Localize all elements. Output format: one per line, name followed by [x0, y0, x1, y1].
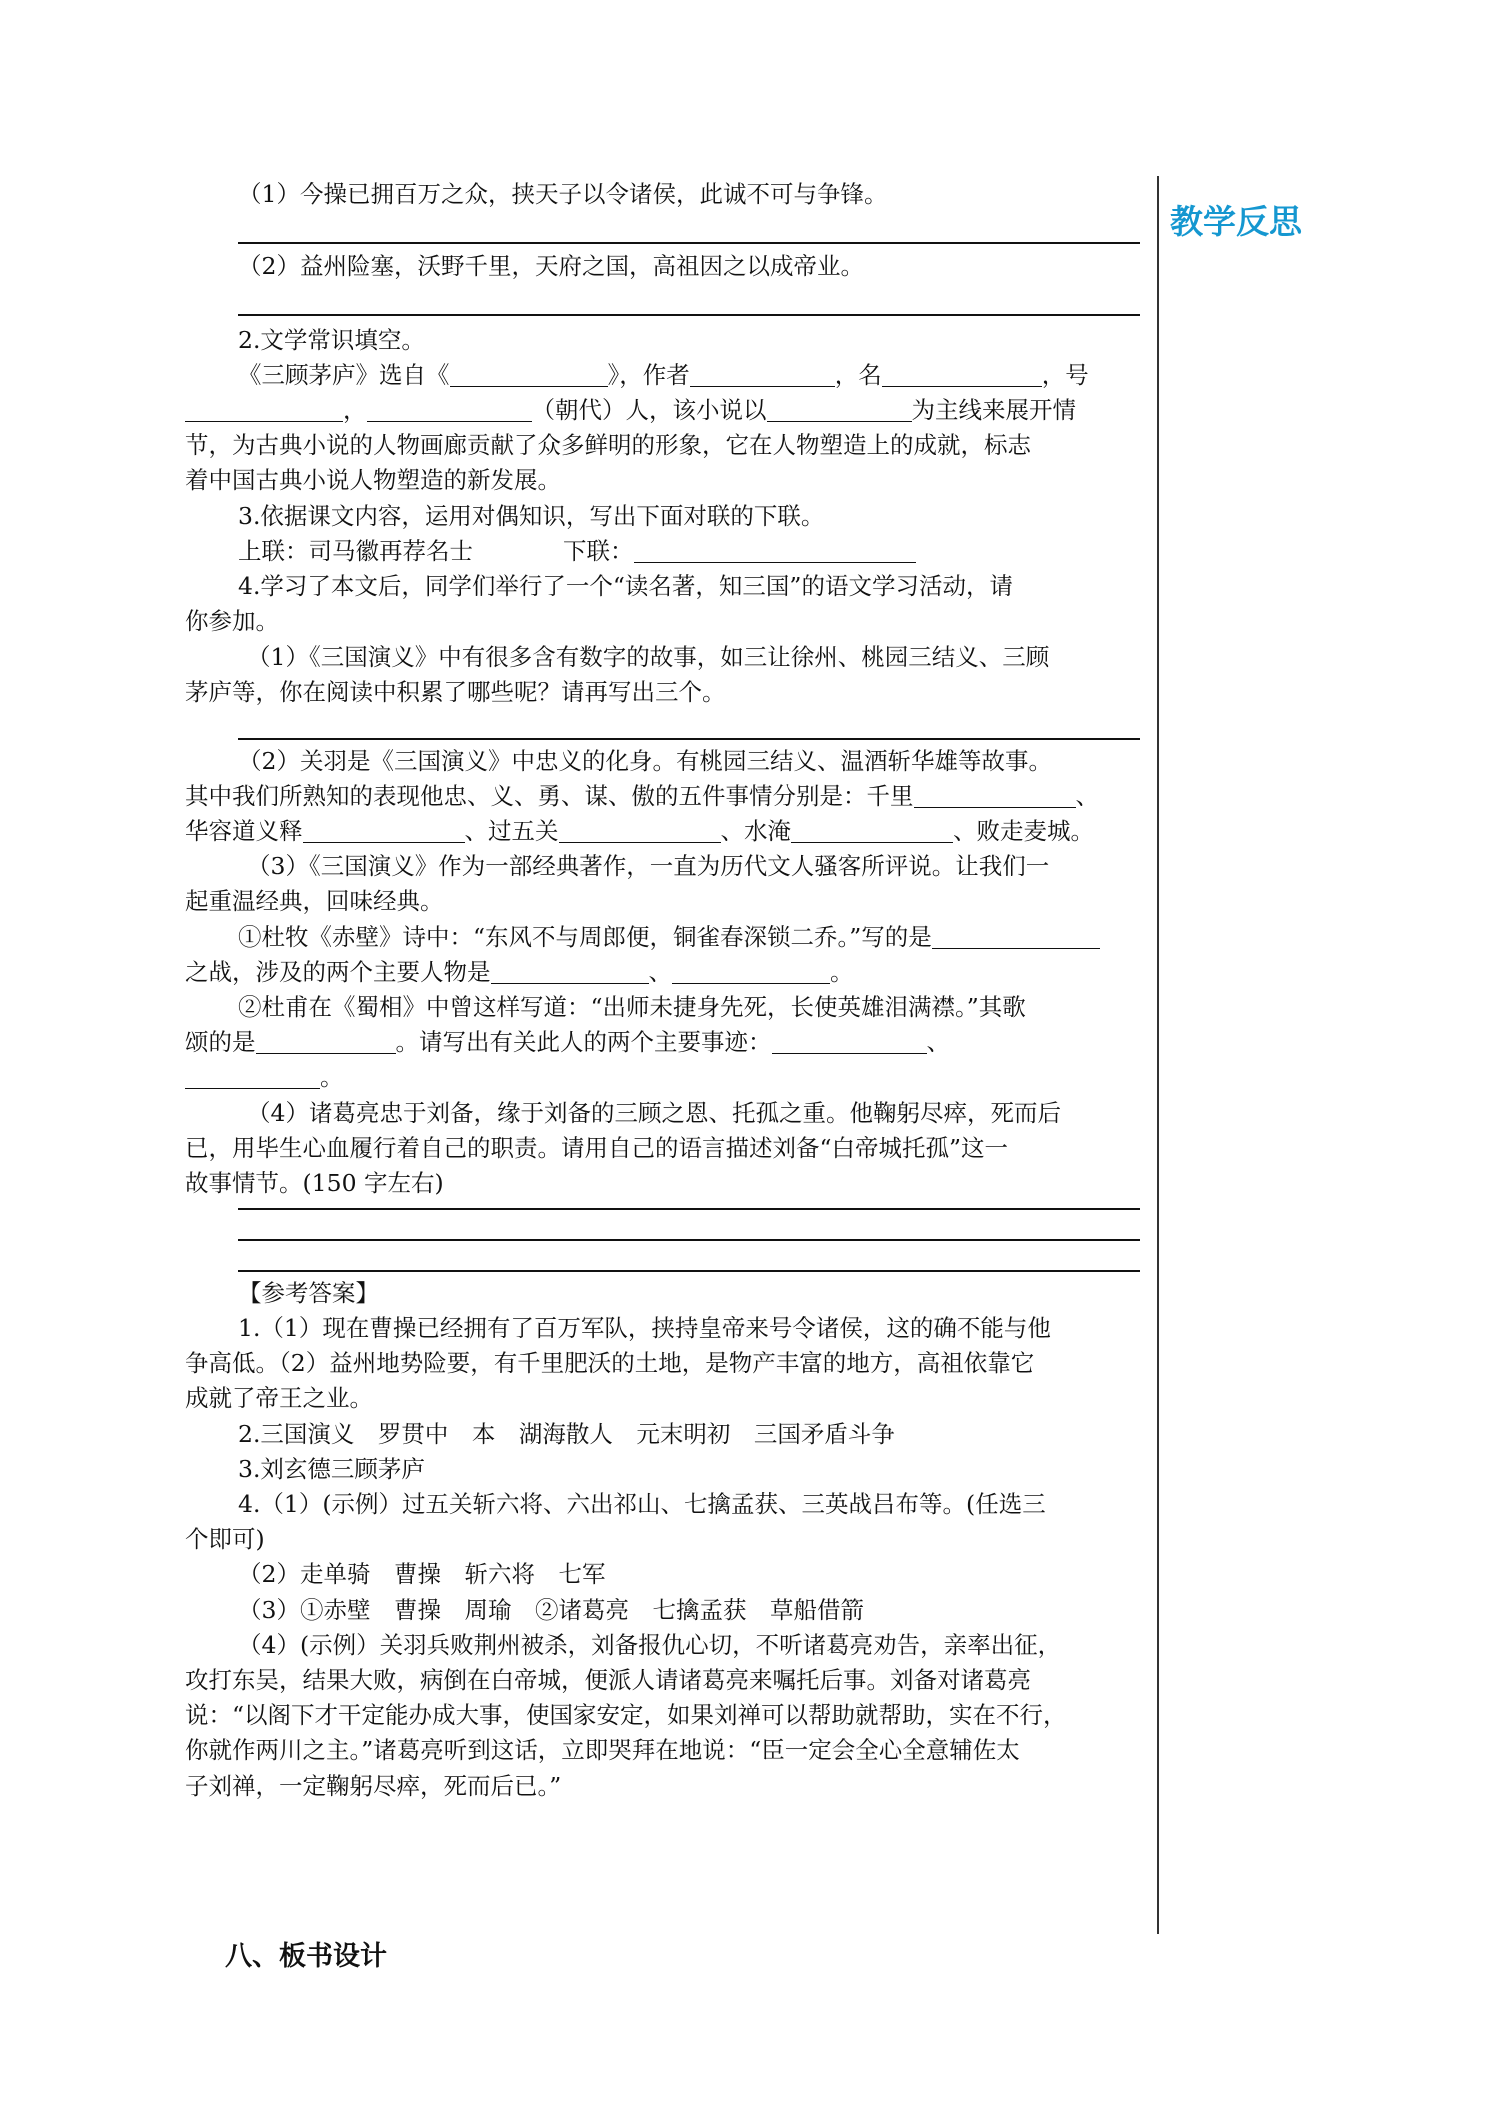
answer-4-g: 说：“以阁下才干定能办成大事，使国家安定，如果刘禅可以帮助就帮助，实在不行， [185, 1701, 1067, 1729]
q4-p3-e: ②杜甫在《蜀相》中曾这样写道：“出师未捷身先死，长使英雄泪满襟。”其歌 [238, 993, 1026, 1021]
answer-line[interactable] [238, 1270, 1140, 1272]
q1-sentence-2: （2）益州险塞，沃野千里，天府之国，高祖因之以成帝业。 [238, 252, 864, 280]
blank-author[interactable] [690, 360, 835, 387]
q4-p3-d: 之战，涉及的两个主要人物是 、 。 [185, 958, 854, 986]
answer-4-a: 4.（1）(示例）过五关斩六将、六出祁山、七擒孟获、三英战吕布等。(任选三 [238, 1490, 1046, 1518]
answer-1-a: 1.（1）现在曹操已经拥有了百万军队，挟持皇帝来号令诸侯，这的确不能与他 [238, 1314, 1051, 1342]
answer-line[interactable] [238, 738, 1140, 740]
answer-4-e: （4）(示例）关羽兵败荆州被杀，刘备报仇心切，不听诸葛亮劝告，亲率出征， [238, 1631, 1062, 1659]
q4-p3-a: （3）《三国演义》作为一部经典著作，一直为历代文人骚客所评说。让我们一 [247, 852, 1050, 880]
blank-lower-couplet[interactable] [634, 536, 916, 563]
q3-heading: 3.依据课文内容，运用对偶知识，写出下面对联的下联。 [238, 502, 825, 530]
q4-heading-2: 你参加。 [185, 607, 279, 635]
blank-guan-1[interactable] [914, 781, 1076, 808]
answer-4-d: （3）①赤壁 曹操 周瑜 ②诸葛亮 七擒孟获 草船借箭 [238, 1596, 864, 1624]
blank-battle[interactable] [932, 922, 1100, 949]
q4-p3-b: 起重温经典，回味经典。 [185, 887, 444, 915]
answers-heading: 【参考答案】 [238, 1279, 379, 1307]
answer-4-b: 个即可) [185, 1525, 265, 1553]
blank-person-1[interactable] [491, 957, 649, 984]
q2-line-3: 节，为古典小说的人物画廊贡献了众多鲜明的形象，它在人物塑造上的成就，标志 [185, 431, 1031, 459]
q3-couplet: 上联：司马徽再荐名士 下联： [185, 533, 1193, 569]
column-divider [1157, 176, 1159, 1934]
blank-main-thread[interactable] [767, 395, 912, 422]
blank-praised[interactable] [256, 1027, 396, 1054]
q4-p3-c: ①杜牧《赤壁》诗中：“东风不与周郎便，铜雀春深锁二乔。”写的是 [185, 919, 1193, 955]
answer-1-b: 争高低。（2）益州地势险要，有千里肥沃的土地，是物产丰富的地方，高祖依靠它 [185, 1349, 1035, 1377]
answer-line[interactable] [238, 242, 1140, 244]
q1-sentence-1: （1）今操已拥百万之众，挟天子以令诸侯，此诚不可与争锋。 [238, 180, 888, 208]
answer-1-c: 成就了帝王之业。 [185, 1384, 373, 1412]
blank-book[interactable] [450, 360, 608, 387]
q4-p1-a: （1）《三国演义》中有很多含有数字的故事，如三让徐州、桃园三结义、三顾 [247, 643, 1050, 671]
q2-heading: 2.文学常识填空。 [238, 326, 425, 354]
answer-line[interactable] [238, 314, 1140, 316]
blank-deed-2[interactable] [185, 1062, 320, 1089]
q2-line-4: 着中国古典小说人物塑造的新发展。 [185, 466, 561, 494]
answer-2: 2.三国演义 罗贯中 本 湖海散人 元末明初 三国矛盾斗争 [238, 1420, 895, 1448]
blank-deed-1[interactable] [772, 1027, 927, 1054]
blank-person-2[interactable] [672, 957, 830, 984]
blank-name[interactable] [882, 360, 1042, 387]
blank-alias[interactable] [185, 395, 343, 422]
blank-guan-3[interactable] [559, 816, 721, 843]
answer-4-i: 子刘禅，一定鞠躬尽瘁，死而后已。” [185, 1772, 562, 1800]
q4-p3-f: 颂的是 。请写出有关此人的两个主要事迹： 、 [185, 1028, 950, 1056]
q2-line-2: ， （朝代）人，该小说以 为主线来展开情 [185, 392, 1140, 428]
answer-4-h: 你就作两川之主。”诸葛亮听到这话，立即哭拜在地说：“臣一定会全心全意辅佐太 [185, 1736, 1020, 1764]
answer-4-c: （2）走单骑 曹操 斩六将 七军 [238, 1560, 606, 1588]
q4-p4-b: 已，用毕生心血履行着自己的职责。请用自己的语言描述刘备“白帝城托孤”这一 [185, 1134, 1009, 1162]
q4-p4-a: （4）诸葛亮忠于刘备，缘于刘备的三顾之恩、托孤之重。他鞠躬尽瘁，死而后 [247, 1099, 1061, 1127]
q2-line-1: 《三顾茅庐》选自《 》，作者 ，名 ，号 [238, 361, 1089, 389]
q4-p1-b: 茅庐等，你在阅读中积累了哪些呢？请再写出三个。 [185, 678, 726, 706]
answer-4-f: 攻打东吴，结果大败，病倒在白帝城，便派人请诸葛亮来嘱托后事。刘备对诸葛亮 [185, 1666, 1031, 1694]
q4-p2-a: （2）关羽是《三国演义》中忠义的化身。有桃园三结义、温酒斩华雄等故事。 [238, 747, 1052, 775]
teaching-reflection-heading: 教学反思 [1170, 202, 1302, 241]
q4-p3-g: 。 [185, 1059, 1140, 1095]
q4-heading-1: 4.学习了本文后，同学们举行了一个“读名著，知三国”的语文学习活动，请 [238, 572, 1013, 600]
blank-guan-4[interactable] [791, 816, 953, 843]
q4-p4-c: 故事情节。(150 字左右) [185, 1169, 444, 1197]
blank-dynasty[interactable] [367, 395, 532, 422]
q4-p2-b: 其中我们所熟知的表现他忠、义、勇、谋、傲的五件事情分别是：千里 、 [185, 782, 1099, 810]
blank-guan-2[interactable] [303, 816, 465, 843]
q4-p2-c: 华容道义释 、过五关 、水淹 、败走麦城。 [185, 817, 1094, 845]
section-8-title: 八、板书设计 [225, 1941, 387, 1972]
answer-line[interactable] [238, 1239, 1140, 1241]
answer-line[interactable] [238, 1208, 1140, 1210]
answer-3: 3.刘玄德三顾茅庐 [238, 1455, 425, 1483]
